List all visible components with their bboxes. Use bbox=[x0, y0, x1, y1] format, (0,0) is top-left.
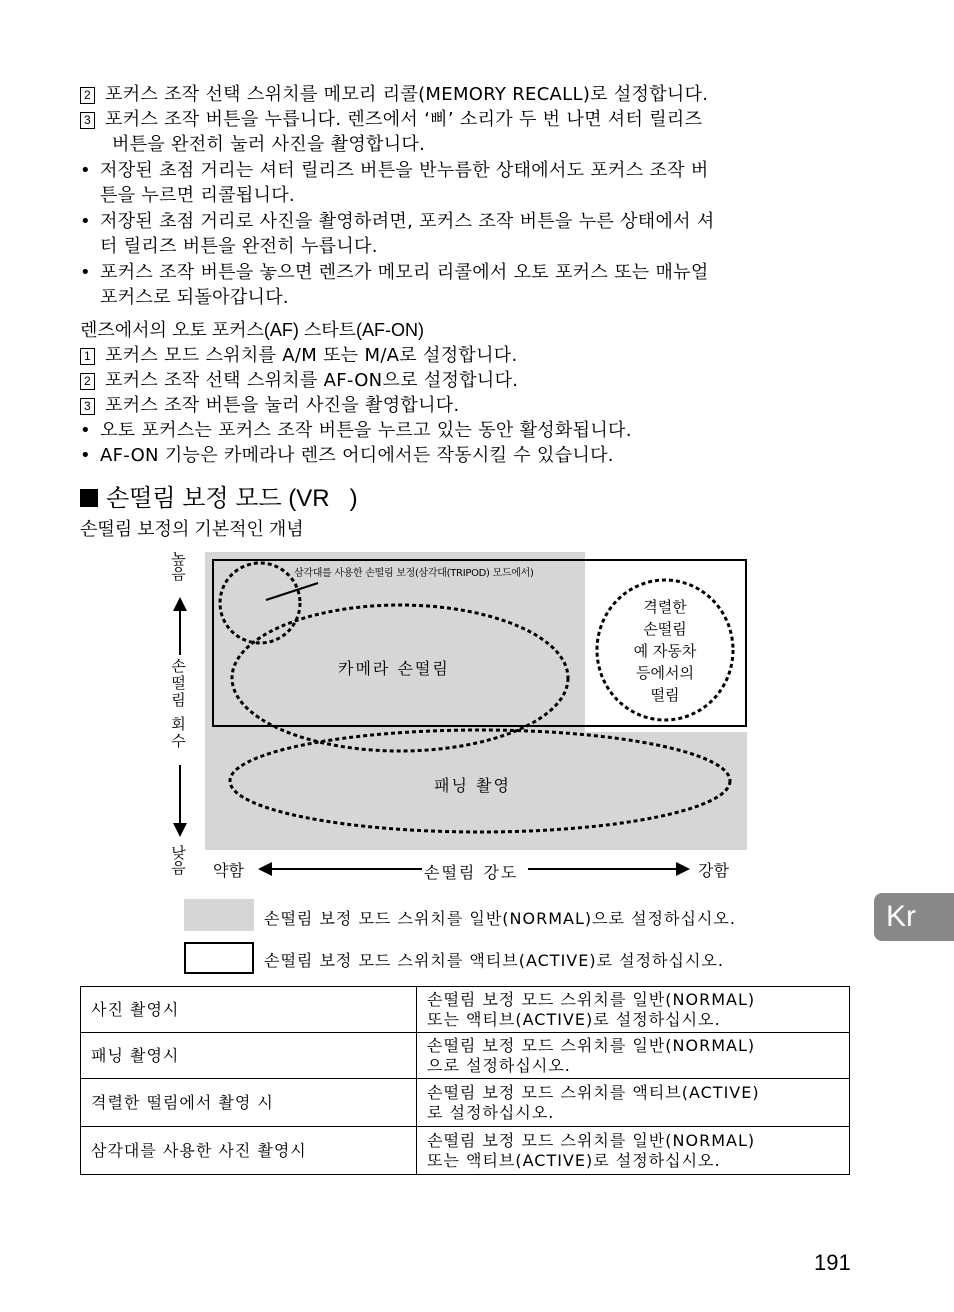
table-cell-setting bbox=[417, 987, 850, 1033]
vr-settings-table bbox=[80, 986, 850, 1175]
step-text: 포커스 조작 버튼을 눌러 사진을 촬영합니다. bbox=[105, 395, 460, 416]
violent-line: 격렬한 bbox=[643, 598, 687, 616]
violent-line: 손떨림 bbox=[643, 620, 687, 638]
afon-step-2 bbox=[80, 366, 518, 392]
y-axis-arrow-up-icon bbox=[173, 597, 187, 611]
x-axis-arrow-left-icon bbox=[258, 862, 272, 876]
step-number: 2 bbox=[80, 87, 95, 104]
setting-line: 손떨림 보정 모드 스위치를 일반(NORMAL) bbox=[427, 1130, 756, 1150]
language-tab: Kr bbox=[874, 893, 954, 941]
table-cell-situation: 사진 촬영시 bbox=[81, 987, 417, 1033]
table-row bbox=[81, 987, 850, 1033]
violent-label bbox=[596, 596, 734, 706]
step-number: 1 bbox=[80, 348, 95, 365]
camera-shake-label: 카메라 손떨림 bbox=[338, 659, 450, 678]
y-axis-low: 낮음 bbox=[169, 845, 187, 875]
subsection-title: 손떨림 보정의 기본적인 개념 bbox=[80, 519, 304, 539]
bullet-3: • 포커스 조작 버튼을 놓으면 렌즈가 메모리 리콜에서 오토 포커스 또는 매뉴얼 bbox=[80, 262, 709, 283]
setting-line: 또는 액티브(ACTIVE)로 설정하십시오. bbox=[427, 1009, 721, 1029]
afon-step-1 bbox=[80, 341, 517, 367]
setting-line: 손떨림 보정 모드 스위치를 액티브(ACTIVE) bbox=[427, 1082, 760, 1102]
bullet-2-cont: 터 릴리즈 버튼을 완전히 누릅니다. bbox=[100, 236, 378, 257]
legend-normal-text: 손떨림 보정 모드 스위치를 일반(NORMAL)으로 설정하십시오. bbox=[264, 909, 736, 928]
table-row bbox=[81, 1079, 850, 1127]
setting-line: 손떨림 보정 모드 스위치를 일반(NORMAL) bbox=[427, 1035, 756, 1055]
normal-zone-top bbox=[205, 552, 585, 732]
table-row bbox=[81, 1127, 850, 1175]
step-text: 포커스 조작 선택 스위치를 AF-ON으로 설정합니다. bbox=[105, 370, 519, 391]
table-cell-setting bbox=[417, 1079, 850, 1127]
y-axis-arrow-down-icon bbox=[173, 823, 187, 837]
table-cell-setting bbox=[417, 1127, 850, 1175]
bullet-1: • 저장된 초점 거리는 셔터 릴리즈 버튼을 반누름한 상태에서도 포커스 조작 버 bbox=[80, 160, 709, 181]
step-number: 3 bbox=[80, 112, 95, 129]
violent-line: 떨림 bbox=[650, 686, 680, 704]
afon-heading: 렌즈에서의 오토 포커스(AF) 스타트(AF-ON) bbox=[80, 320, 425, 340]
bullet-text: 저장된 초점 거리는 셔터 릴리즈 버튼을 반누름한 상태에서도 포커스 조작 버 bbox=[100, 160, 709, 181]
violent-line: 예 자동차 bbox=[633, 642, 697, 660]
bullet-1-cont: 튼을 누르면 리콜됩니다. bbox=[100, 185, 295, 206]
panning-label: 패닝 촬영 bbox=[434, 776, 511, 795]
step-number: 2 bbox=[80, 373, 95, 390]
legend-gray-swatch bbox=[184, 899, 254, 931]
bullet-text: 저장된 초점 거리로 사진을 촬영하려면, 포커스 조작 버튼을 누른 상태에서 셔 bbox=[100, 211, 715, 232]
step-2 bbox=[80, 80, 708, 106]
y-axis-label: 손떨림 회수 bbox=[169, 658, 187, 750]
y-axis-high: 높음 bbox=[169, 551, 187, 581]
bullet-2: • 저장된 초점 거리로 사진을 촬영하려면, 포커스 조작 버튼을 누른 상태에서 셔 bbox=[80, 211, 715, 232]
violent-line: 등에서의 bbox=[636, 664, 694, 682]
afon-bullet-2: • AF-ON 기능은 카메라나 렌즈 어디에서든 작동시킬 수 있습니다. bbox=[80, 445, 614, 466]
section-title bbox=[80, 478, 358, 513]
x-axis-label: 손떨림 강도 bbox=[424, 863, 519, 882]
table-cell-setting bbox=[417, 1033, 850, 1079]
section-title-text: 손떨림 보정 모드 (VR ) bbox=[106, 485, 358, 512]
tripod-label: 삼각대를 사용한 손떨림 보정(삼각대(TRIPOD) 모드에서) bbox=[294, 568, 534, 579]
table-cell-situation: 패닝 촬영시 bbox=[81, 1033, 417, 1079]
afon-step-3 bbox=[80, 391, 460, 417]
x-axis-weak: 약함 bbox=[213, 861, 244, 880]
step-text: 포커스 조작 선택 스위치를 메모리 리콜(MEMORY RECALL)로 설정합니다. bbox=[105, 84, 709, 105]
setting-line: 또는 액티브(ACTIVE)로 설정하십시오. bbox=[427, 1150, 721, 1170]
legend-white-swatch bbox=[184, 942, 254, 974]
setting-line: 손떨림 보정 모드 스위치를 일반(NORMAL) bbox=[427, 989, 756, 1009]
step-3-cont: 버튼을 완전히 눌러 사진을 촬영합니다. bbox=[112, 134, 426, 155]
setting-line: 으로 설정하십시오. bbox=[427, 1055, 571, 1075]
step-3 bbox=[80, 105, 702, 131]
bullet-text: 포커스 조작 버튼을 놓으면 렌즈가 메모리 리콜에서 오토 포커스 또는 매뉴얼 bbox=[100, 262, 709, 283]
bullet-text: 오토 포커스는 포커스 조작 버튼을 누르고 있는 동안 활성화됩니다. bbox=[100, 420, 632, 441]
square-bullet-icon bbox=[80, 489, 98, 507]
x-axis-arrow-right-icon bbox=[676, 862, 690, 876]
step-text: 포커스 조작 버튼을 누릅니다. 렌즈에서 ‘삐’ 소리가 두 번 나면 셔터 릴리즈 bbox=[105, 109, 703, 130]
table-cell-situation: 삼각대를 사용한 사진 촬영시 bbox=[81, 1127, 417, 1175]
setting-line: 로 설정하십시오. bbox=[427, 1102, 555, 1122]
step-text: 포커스 모드 스위치를 A/M 또는 M/A로 설정합니다. bbox=[105, 345, 518, 366]
table-row bbox=[81, 1033, 850, 1079]
legend-active-text: 손떨림 보정 모드 스위치를 액티브(ACTIVE)로 설정하십시오. bbox=[264, 951, 724, 970]
afon-bullet-1: • 오토 포커스는 포커스 조작 버튼을 누르고 있는 동안 활성화됩니다. bbox=[80, 420, 632, 441]
table-cell-situation: 격렬한 떨림에서 촬영 시 bbox=[81, 1079, 417, 1127]
page-number: 191 bbox=[814, 1250, 851, 1275]
bullet-text: AF-ON 기능은 카메라나 렌즈 어디에서든 작동시킬 수 있습니다. bbox=[100, 445, 614, 466]
x-axis-strong: 강함 bbox=[698, 861, 729, 880]
bullet-3-cont: 포커스로 되돌아갑니다. bbox=[100, 287, 289, 308]
step-number: 3 bbox=[80, 398, 95, 415]
